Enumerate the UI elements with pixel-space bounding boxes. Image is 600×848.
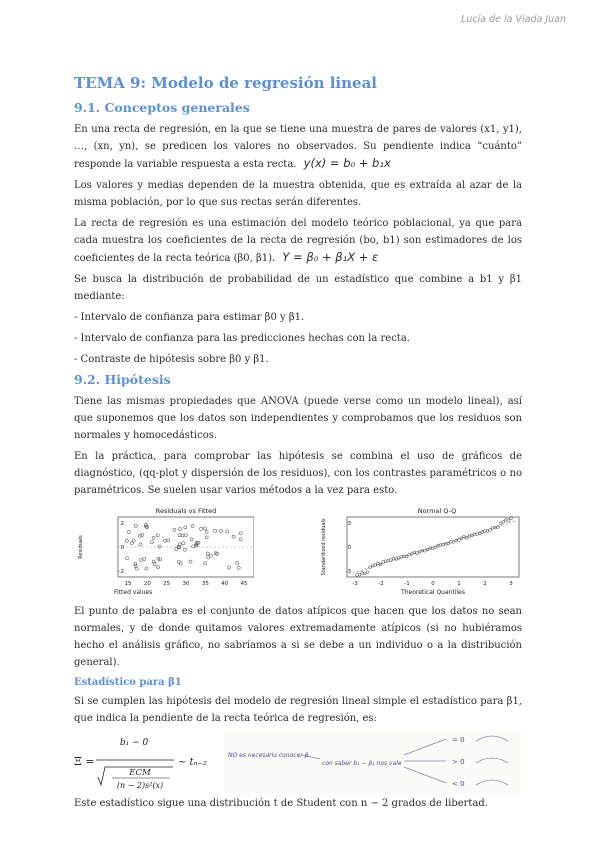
residual-point bbox=[191, 525, 194, 528]
residual-point bbox=[127, 530, 130, 533]
y-tick-label: 3 bbox=[347, 521, 351, 527]
x-tick-label: 35 bbox=[201, 581, 209, 587]
qq-point bbox=[497, 526, 500, 529]
residual-point bbox=[190, 538, 193, 541]
residual-point bbox=[134, 524, 137, 527]
x-tick-label: 2 bbox=[483, 581, 487, 587]
paragraph-practice: En la práctica, para comprobar las hipótesis se combina el uso de gráficos de diagnóstico, (qq-plot y dispersión de los residuos), con los contrastes paramétricos o no paramétricos. Se suelen usar varios métodos a la vez para esto. bbox=[74, 451, 522, 496]
residual-point bbox=[143, 557, 146, 560]
paragraph-estimation-text: La recta de regresión es una estimación del modelo teórico poblacional, ya que para cada muestra los coeficientes de la recta de regresión (bo, b1) son estimadores de los coeficientes de la recta teórica (β0, β1). bbox=[74, 218, 522, 264]
qq-point bbox=[439, 544, 442, 547]
x-tick-label: 20 bbox=[143, 581, 151, 587]
qq-point bbox=[444, 543, 447, 546]
residual-point bbox=[139, 558, 142, 561]
residual-point bbox=[182, 542, 185, 545]
y-tick-label: -2 bbox=[118, 569, 124, 575]
paragraph-values: Los valores y medias dependen de la muestra obtenida, que es extraída al azar de la misma población, por lo que sus rectas serán diferentes. bbox=[74, 180, 522, 208]
residual-point bbox=[214, 529, 217, 532]
qq-point bbox=[455, 539, 458, 542]
residual-point bbox=[181, 534, 184, 537]
x-tick-label: 15 bbox=[124, 581, 132, 587]
residual-point bbox=[139, 543, 142, 546]
statistic-heading: Estadístico para β1 bbox=[74, 677, 182, 688]
qq-point bbox=[392, 557, 395, 560]
residual-point bbox=[204, 562, 207, 565]
note-lt-zero: < 0 bbox=[452, 780, 465, 788]
paragraph-outliers: El punto de palabra es el conjunto de datos atípicos que hacen que los datos no sean normales, y de donde quitamos valores extremadamente atípicos (si no hubiéramos hecho el análisis gráfico, no sabríamos a si se debe a un individuo o a la distribución general). bbox=[74, 606, 522, 668]
qq-point bbox=[400, 556, 403, 559]
chart-ylabel: Residuals bbox=[78, 535, 84, 559]
residual-point bbox=[178, 527, 181, 530]
note-no-need: NO es necesario conocer β bbox=[228, 752, 309, 759]
x-tick-label: -1 bbox=[404, 581, 410, 587]
x-tick-label: -2 bbox=[378, 581, 384, 587]
statistic-formula-row bbox=[74, 731, 522, 793]
residual-point bbox=[192, 545, 195, 548]
note-enough: con saber b₁ − β₁ nos vale bbox=[322, 760, 402, 767]
x-tick-label: 25 bbox=[163, 581, 171, 587]
note-gt-zero: > 0 bbox=[452, 758, 465, 766]
residual-point bbox=[163, 539, 166, 542]
y-tick-label: -3 bbox=[345, 569, 351, 575]
bullet-item: - Contraste de hipótesis sobre β0 y β1. bbox=[74, 354, 269, 365]
section-2-heading: 9.2. Hipótesis bbox=[74, 372, 171, 387]
residual-point bbox=[145, 567, 148, 570]
x-tick-label: 40 bbox=[221, 581, 229, 587]
residual-point bbox=[219, 529, 222, 532]
paragraph-regression-text: En una recta de regresión, en la que se tiene una muestra de pares de valores (x1, y1), …, (xn, yn), se predicen los valores no observados. Su pendiente indica “cuánto” responde la variable respuesta a esta recta. bbox=[74, 124, 522, 170]
y-tick-label: 0 bbox=[120, 545, 124, 551]
statistic-formula bbox=[74, 731, 224, 793]
residual-point bbox=[237, 566, 240, 569]
residual-point bbox=[152, 536, 155, 539]
qq-point bbox=[470, 534, 473, 537]
chart-title: Normal Q-Q bbox=[417, 507, 457, 515]
x-tick-label: 1 bbox=[457, 581, 461, 587]
qq-point bbox=[410, 552, 413, 555]
qq-point bbox=[416, 552, 419, 555]
page-content bbox=[74, 74, 522, 816]
formula-lhs: Ξ = bbox=[74, 755, 95, 768]
formula-numerator: b₁ − 0 bbox=[119, 738, 149, 748]
residual-point bbox=[239, 532, 242, 535]
normal-qq-plot bbox=[317, 505, 522, 595]
x-tick-label: 45 bbox=[240, 581, 248, 587]
residual-point bbox=[184, 526, 187, 529]
paragraph-estimation bbox=[74, 215, 522, 267]
residual-point bbox=[184, 534, 187, 537]
paragraph-statistic-note: Este estadístico sigue una distribución t de Student con n − 2 grados de libertad. bbox=[74, 798, 488, 809]
chart-xlabel: Fitted values bbox=[114, 589, 153, 595]
x-tick-label: -3 bbox=[352, 581, 358, 587]
qq-point bbox=[374, 564, 377, 567]
page-title: TEMA 9: Modelo de regresión lineal bbox=[74, 74, 377, 92]
qq-point bbox=[390, 559, 393, 562]
residual-point bbox=[158, 545, 161, 548]
formula-denominator: (n − 2)s²(x) bbox=[116, 781, 164, 790]
formula-ecm: ECM bbox=[129, 768, 151, 778]
residual-point bbox=[239, 538, 242, 541]
paragraph-hypotheses: Tiene las mismas propiedades que ANOVA (puede verse como un modelo lineal), así que suponemos que los datos son independientes y comprobamos que los residuos son normales y homocedásticos. bbox=[74, 396, 522, 441]
author-name: Lucía de la Viada Juan bbox=[461, 14, 566, 25]
residual-point bbox=[189, 560, 192, 563]
y-tick-label: 2 bbox=[120, 521, 124, 527]
residual-point bbox=[156, 534, 159, 537]
residual-point bbox=[150, 541, 153, 544]
qq-point bbox=[361, 572, 364, 575]
residual-point bbox=[203, 527, 206, 530]
handwritten-notes bbox=[224, 731, 522, 793]
residual-point bbox=[206, 552, 209, 555]
formula-theoretical-line: Y = β₀ + β₁X + ε bbox=[282, 250, 379, 264]
note-eq-zero: = 0 bbox=[452, 736, 465, 744]
residual-point bbox=[178, 534, 181, 537]
x-tick-label: 30 bbox=[182, 581, 190, 587]
x-tick-label: 3 bbox=[509, 581, 513, 587]
residual-point bbox=[125, 539, 128, 542]
residual-point bbox=[199, 527, 202, 530]
qq-point bbox=[489, 529, 492, 532]
residual-point bbox=[156, 566, 159, 569]
qq-point bbox=[366, 571, 369, 574]
qq-point bbox=[434, 546, 437, 549]
y-tick-label: 0 bbox=[347, 545, 351, 551]
residual-point bbox=[183, 548, 186, 551]
residual-point bbox=[205, 536, 208, 539]
paragraph-regression bbox=[74, 121, 522, 173]
residual-point bbox=[167, 539, 170, 542]
residual-point bbox=[232, 535, 235, 538]
residual-point bbox=[205, 530, 208, 533]
qq-point bbox=[502, 520, 505, 523]
qq-point bbox=[499, 522, 502, 525]
residual-point bbox=[132, 539, 135, 542]
bullet-item: - Intervalo de confianza para estimar β0 y β1. bbox=[74, 312, 305, 323]
residual-point bbox=[135, 567, 138, 570]
formula-distribution: ~ tₙ₋₂ bbox=[178, 757, 207, 768]
section-1-heading: 9.1. Conceptos generales bbox=[74, 100, 250, 115]
residual-point bbox=[179, 543, 182, 546]
chart-xlabel: Theoretical Quantiles bbox=[401, 589, 465, 595]
residuals-vs-fitted-plot bbox=[74, 505, 254, 595]
paragraph-statistic-intro: Si se cumplen las hipótesis del modelo de regresión lineal simple el estadístico para β1, que indica la pendiente de la recta teórica de regresión, es: bbox=[74, 696, 522, 724]
qq-point bbox=[457, 539, 460, 542]
residual-point bbox=[209, 554, 212, 557]
residual-point bbox=[173, 528, 176, 531]
qq-point bbox=[465, 536, 468, 539]
diagnostic-figures bbox=[74, 505, 522, 595]
residual-point bbox=[227, 566, 230, 569]
qq-point bbox=[384, 560, 387, 563]
residual-point bbox=[236, 561, 239, 564]
chart-title: Residuals vs Fitted bbox=[155, 507, 217, 515]
paragraph-distribution: Se busca la distribución de probabilidad de un estadístico que combine a b1 y β1 mediante: bbox=[74, 274, 522, 302]
bullet-item: - Intervalo de confianza para las predicciones hechas con la recta. bbox=[74, 333, 410, 344]
residual-point bbox=[226, 530, 229, 533]
qq-point bbox=[369, 566, 372, 569]
formula-sample-line: y(x) = b₀ + b₁x bbox=[303, 156, 391, 170]
chart-ylabel: Standardized residuals bbox=[321, 518, 327, 576]
x-tick-label: 0 bbox=[431, 581, 435, 587]
residual-point bbox=[125, 557, 128, 560]
